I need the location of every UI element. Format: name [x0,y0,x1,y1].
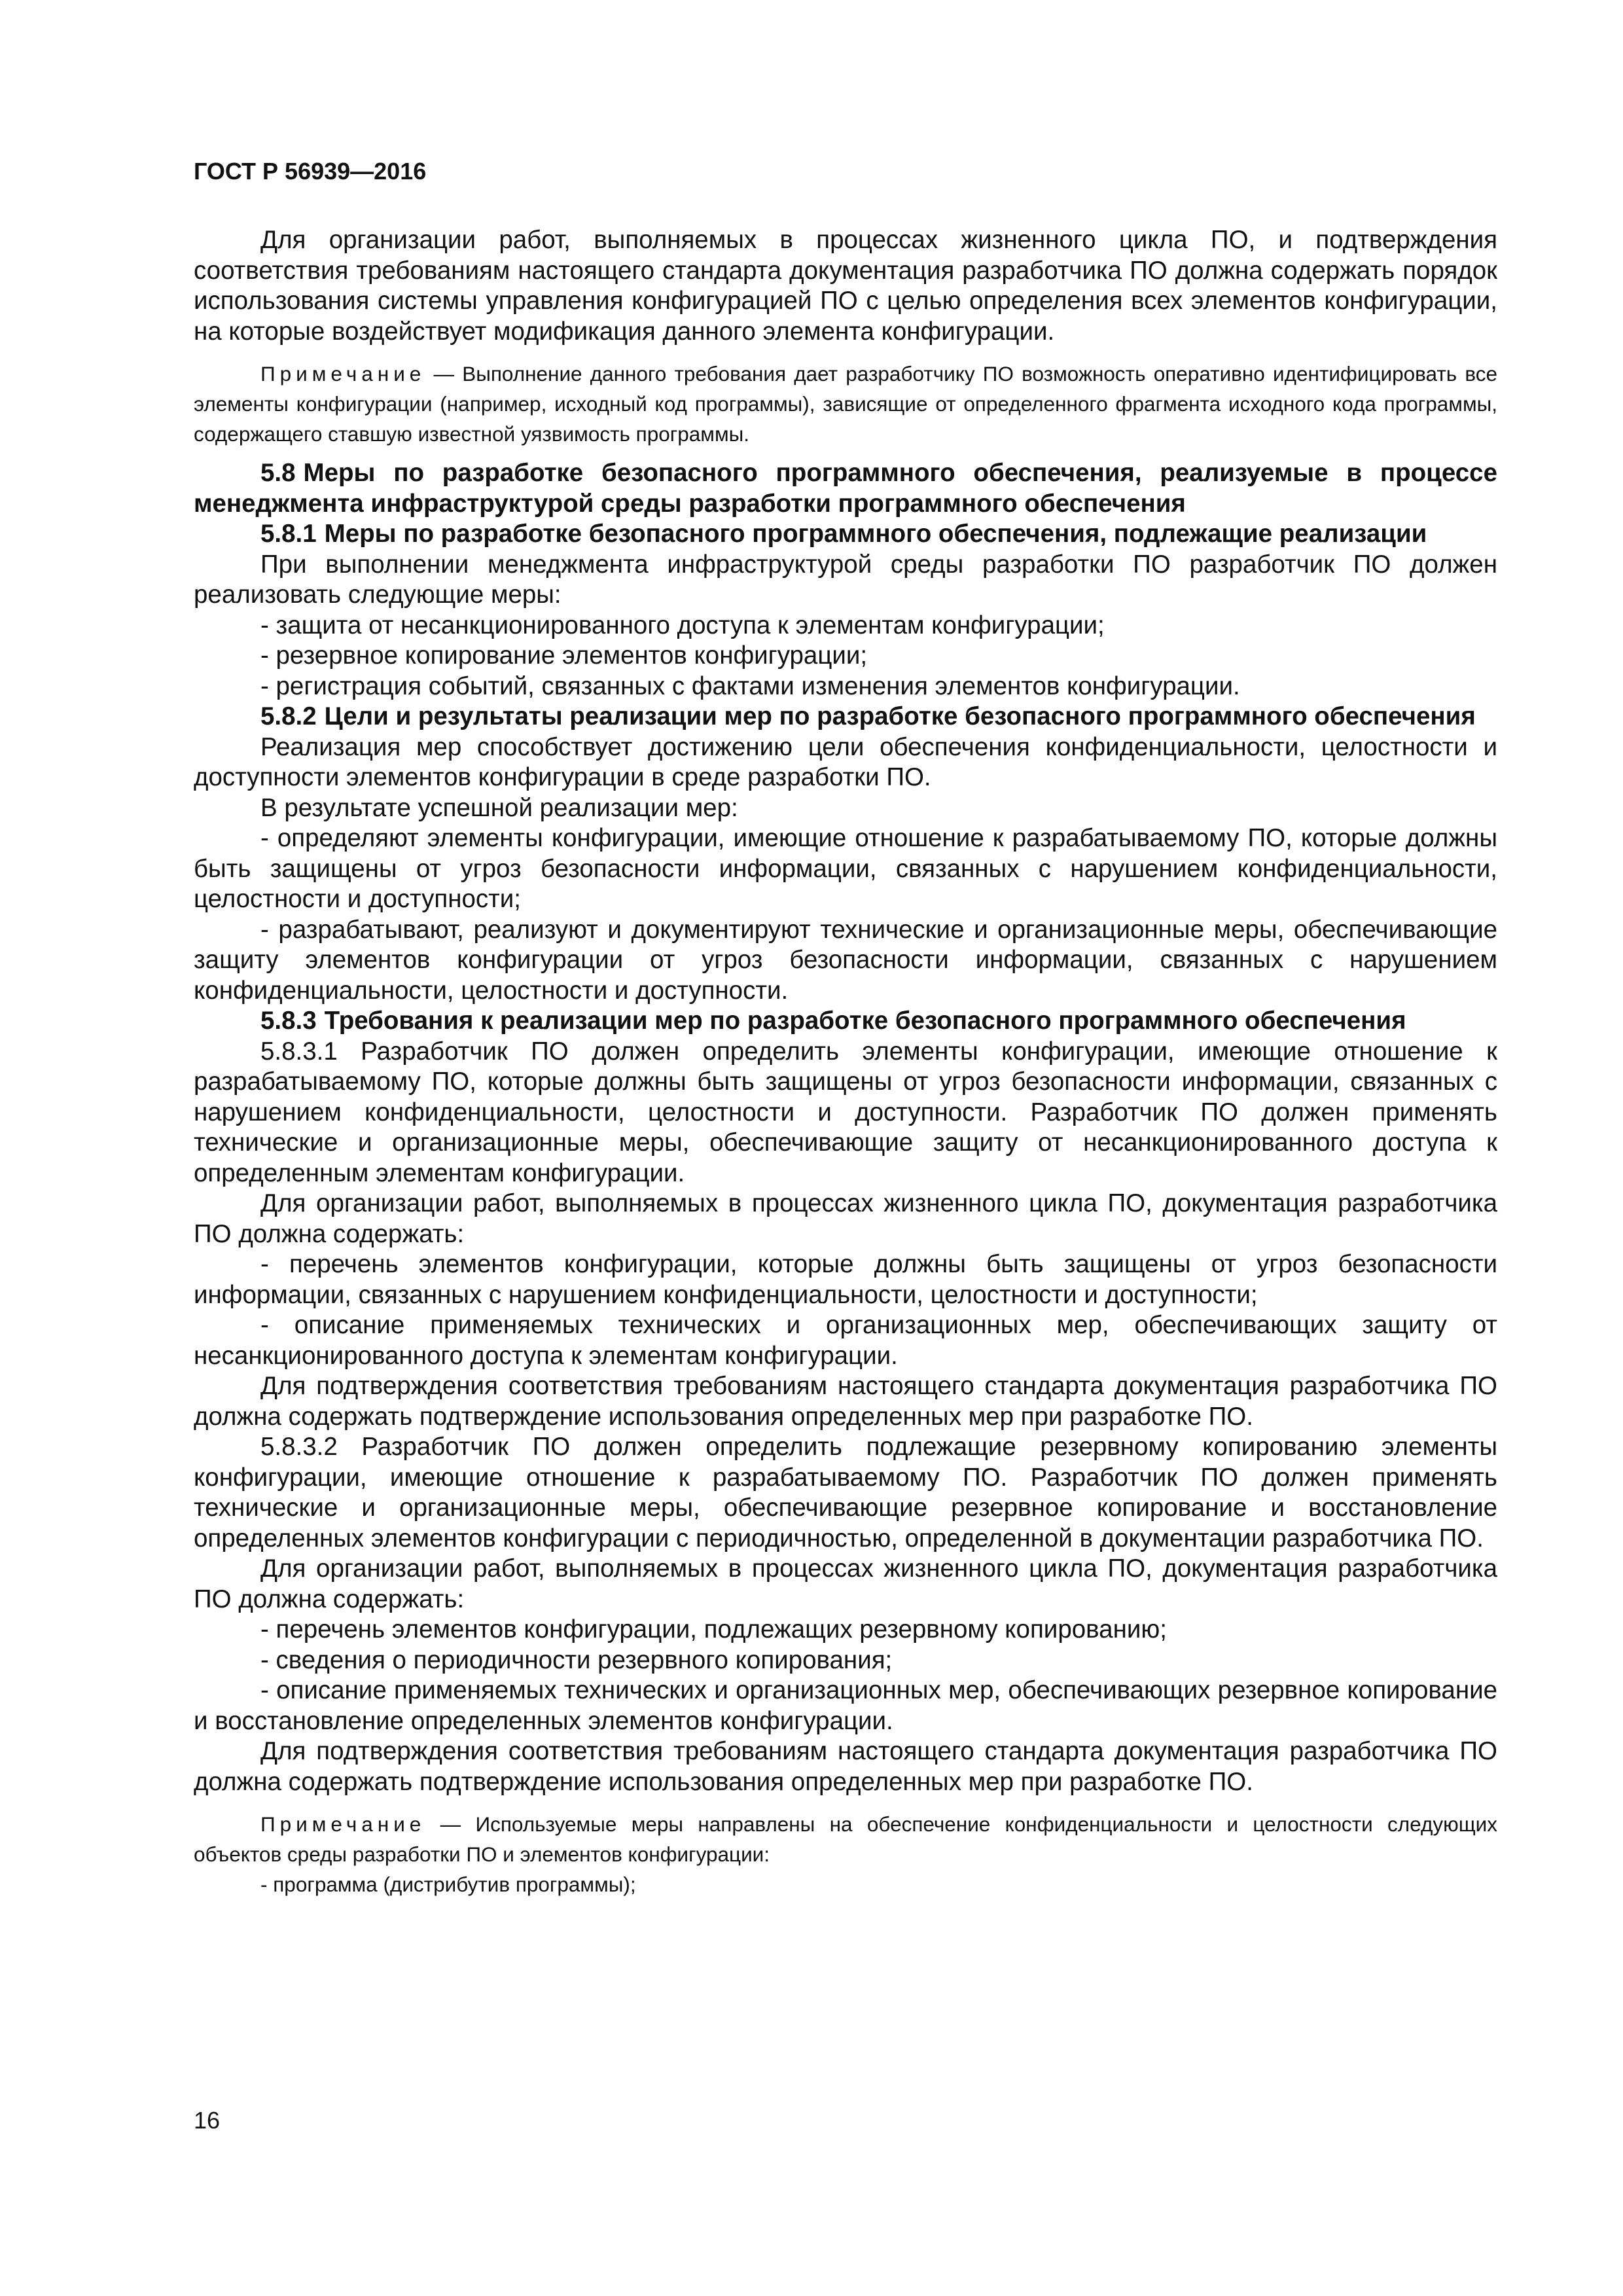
list-item: - разрабатывают, реализуют и документируют технические и организационные меры, обеспечивающие защиту элементов конфигурации от угроз безопасности информации, связанных с нарушением конфиденциальности, целостности и доступности. [194,915,1497,1005]
paragraph: 5.8.3.1 Разработчик ПО должен определить элементы конфигурации, имеющие отношение к разрабатываемому ПО, которые должны быть защищены от угроз безопасности информации, связанных с нарушением конфиденциальности, целостности и доступности. Разработчик ПО должен применять технические и организационные меры, обеспечивающие защиту от несанкционированного доступа к определенным элементам конфигурации. [194,1037,1497,1187]
list-item: - регистрация событий, связанных с фактами изменения элементов конфигурации. [260,672,1240,700]
note-label: Примечание [260,1812,426,1836]
section-number: 5.8.3 [260,1007,317,1035]
note-label: Примечание [260,362,426,386]
section-heading-5-8-2 [194,702,1497,732]
paragraph: При выполнении менеджмента инфраструктурой среды разработки ПО разработчик ПО должен реализовать следующие меры: [194,550,1497,609]
standard-code-header: ГОСТ Р 56939—2016 [194,158,427,185]
paragraph: Реализация мер способствует достижению цели обеспечения конфиденциальности, целостности и доступности элементов конфигурации в среде разработки ПО. [194,732,1497,791]
list-item: - резервное копирование элементов конфигурации; [260,641,868,670]
list-item: - сведения о периодичности резервного копирования; [260,1645,893,1674]
list-item: - определяют элементы конфигурации, имеющие отношение к разрабатываемому ПО, которые должны быть защищены от угроз безопасности информации, связанных с нарушением конфиденциальности, целостности и доступности; [194,824,1497,913]
note-text: — Выполнение данного требования дает разработчику ПО возможность оперативно идентифицировать все элементы конфигурации (например, исходный код программы), зависящие от определенного фрагмента исходного кода программы, содержащего ставшую известной уязвимость программы. [194,362,1497,446]
list-item: - описание применяемых технических и организационных мер, обеспечивающих резервное копирование и восстановление определенных элементов конфигурации. [194,1676,1497,1735]
section-heading-5-8 [194,458,1497,519]
paragraph: Для подтверждения соответствия требованиям настоящего стандарта документация разработчика ПО должна содержать подтверждение использования определенных мер при разработке ПО. [194,1737,1497,1796]
section-title: Требования к реализации мер по разработке безопасного программного обеспечения [324,1007,1406,1035]
paragraph: Для организации работ, выполняемых в процессах жизненного цикла ПО, документация разработчика ПО должна содержать: [194,1189,1497,1248]
page-content [194,156,1497,1909]
note [194,359,1497,449]
list-item: - перечень элементов конфигурации, которые должны быть защищены от угроз безопасности информации, связанных с нарушением конфиденциальности, целостности и доступности; [194,1250,1497,1309]
paragraph: Для подтверждения соответствия требованиям настоящего стандарта документация разработчика ПО должна содержать подтверждение использования определенных мер при разработке ПО. [194,1372,1497,1431]
list-item: - защита от несанкционированного доступа к элементам конфигурации; [260,611,1105,639]
section-number: 5.8 [260,459,296,487]
paragraph: Для организации работ, выполняемых в процессах жизненного цикла ПО, документация разработчика ПО должна содержать: [194,1554,1497,1613]
section-heading-5-8-1 [194,519,1497,550]
section-heading-5-8-3 [194,1006,1497,1037]
paragraph: Для организации работ, выполняемых в процессах жизненного цикла ПО, и подтверждения соответствия требованиям настоящего стандарта документация разработчика ПО должна содержать порядок использования системы управления конфигурацией ПО с целью определения всех элементов конфигурации, на которые воздействует модификация данного элемента конфигурации. [194,226,1497,346]
note-text: — Используемые меры направлены на обеспечение конфиденциальности и целостности следующих объектов среды разработки ПО и элементов конфигурации: [194,1812,1497,1866]
list-item: - перечень элементов конфигурации, подлежащих резервному копированию; [260,1615,1167,1643]
section-title: Меры по разработке безопасного программного обеспечения, подлежащие реализации [324,520,1427,548]
note-list-item: - программа (дистрибутив программы); [260,1873,636,1896]
page-number: 16 [194,2107,221,2134]
section-number: 5.8.2 [260,702,317,730]
section-title: Меры по разработке безопасного программного обеспечения, реализуемые в процессе менеджмента инфраструктурой среды разработки программного обеспечения [194,459,1497,518]
paragraph: 5.8.3.2 Разработчик ПО должен определить подлежащие резервному копированию элементы конфигурации, имеющие отношение к разрабатываемому ПО. Разработчик ПО должен применять технические и организационные меры, обеспечивающие резервное копирование и восстановление определенных элементов конфигурации с периодичностью, определенной в документации разработчика ПО. [194,1433,1497,1552]
list-item: - описание применяемых технических и организационных мер, обеспечивающих защиту от несанкционированного доступа к элементам конфигурации. [194,1311,1497,1370]
section-title: Цели и результаты реализации мер по разработке безопасного программного обеспечения [324,702,1476,730]
note [194,1809,1497,1869]
section-number: 5.8.1 [260,520,317,548]
paragraph: В результате успешной реализации мер: [260,793,738,822]
